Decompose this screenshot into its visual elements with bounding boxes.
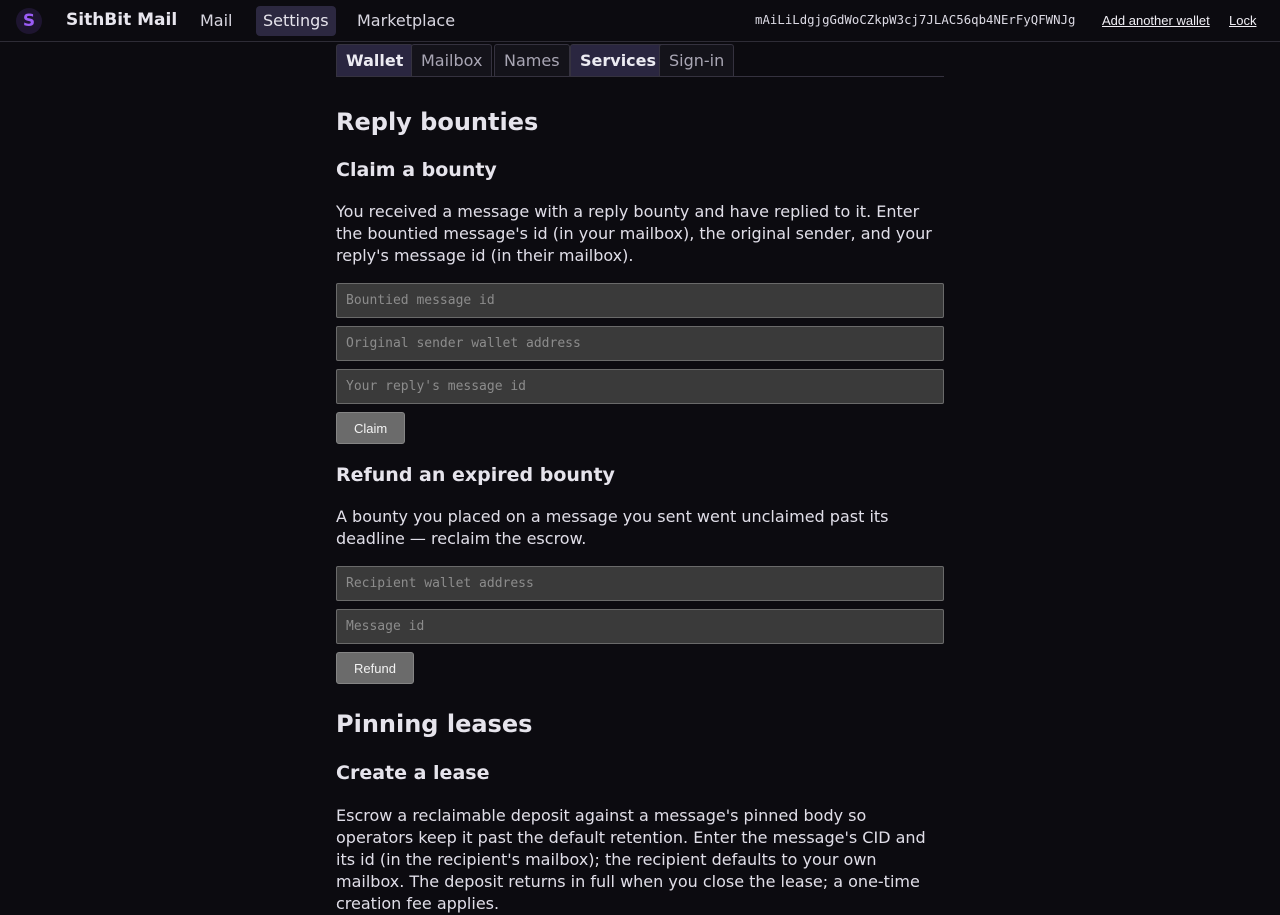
brand-name[interactable]: SithBit Mail (66, 10, 178, 30)
reply-message-id-input[interactable] (336, 369, 944, 404)
tab-mailbox[interactable]: Mailbox (411, 44, 492, 76)
subsection-title-refund: Refund an expired bounty (336, 464, 615, 486)
app-logo-icon[interactable]: S (16, 8, 42, 34)
lock-link[interactable]: Lock (1229, 13, 1257, 28)
subsection-title-create-lease: Create a lease (336, 762, 490, 784)
add-wallet-link[interactable]: Add another wallet (1102, 13, 1210, 28)
subsection-title-claim: Claim a bounty (336, 159, 497, 181)
tab-wallet[interactable]: Wallet (336, 44, 413, 76)
claim-description: You received a message with a reply bounty and have replied to it. Enter the bountied message's id (in your mailbox), the original sender, and your reply's message id (in their mailbox). (336, 202, 932, 265)
tab-sign-in[interactable]: Sign-in (659, 44, 734, 76)
top-bar (0, 0, 1280, 42)
wallet-address: mAiLiLdgjgGdWoCZkpW3cj7JLAC56qb4NErFyQFWNJg (755, 13, 1076, 27)
message-id-input[interactable] (336, 609, 944, 644)
refund-button[interactable]: Refund (336, 652, 414, 684)
section-title-pinning-leases: Pinning leases (336, 710, 533, 738)
nav-marketplace[interactable]: Marketplace (357, 11, 456, 30)
nav-settings[interactable]: Settings (256, 6, 336, 36)
tab-services[interactable]: Services (570, 44, 666, 76)
nav-mail[interactable]: Mail (200, 11, 233, 30)
tab-names[interactable]: Names (494, 44, 570, 76)
recipient-address-input[interactable] (336, 566, 944, 601)
original-sender-address-input[interactable] (336, 326, 944, 361)
bountied-message-id-input[interactable] (336, 283, 944, 318)
claim-button[interactable]: Claim (336, 412, 405, 444)
create-lease-description: Escrow a reclaimable deposit against a message's pinned body so operators keep it past the default retention. Enter the message's CID and its id (in the recipient's mailbox); the recipient defaults to your own mailbox. The deposit returns in full when you close the lease; a one-time creation fee applies. (336, 806, 926, 913)
section-title-reply-bounties: Reply bounties (336, 108, 539, 136)
settings-tabs (336, 43, 944, 77)
refund-description: A bounty you placed on a message you sent went unclaimed past its deadline — reclaim the escrow. (336, 507, 889, 548)
